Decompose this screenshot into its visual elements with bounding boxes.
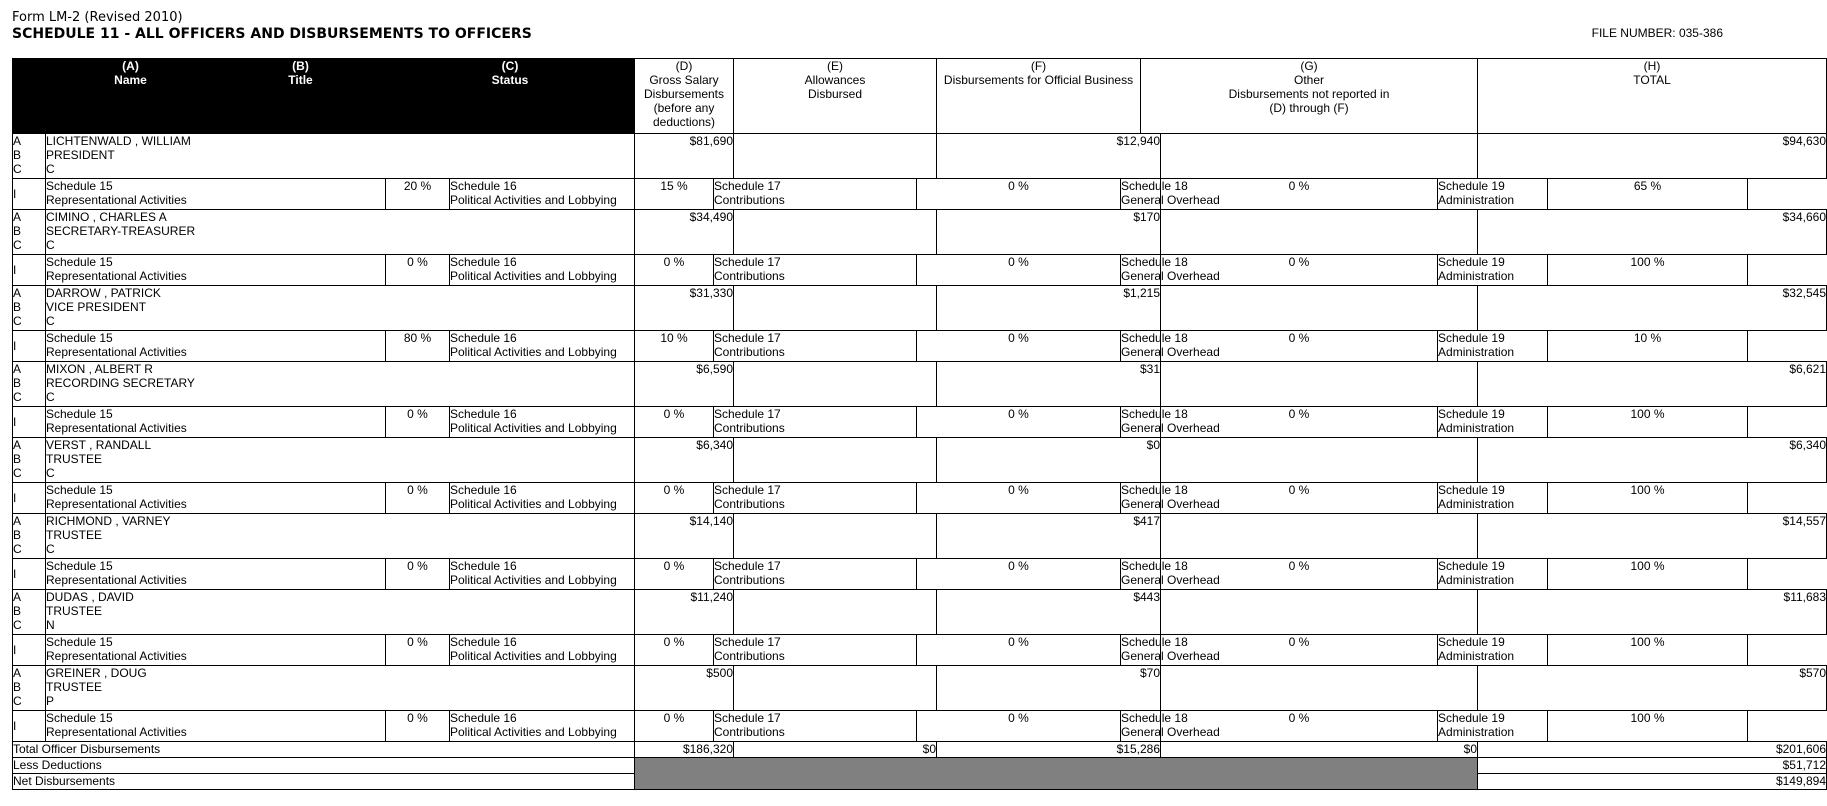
official-business: $31: [937, 362, 1161, 407]
schedule-16: Schedule 16 Political Activities and Lobbying: [450, 331, 635, 362]
header-total: (H) TOTAL: [1478, 59, 1827, 134]
officer-row: [13, 134, 1827, 179]
allowances: [734, 438, 937, 483]
schedule-19: Schedule 19 Administration: [1438, 407, 1548, 438]
allowances: [734, 286, 937, 331]
schedule-15: Schedule 15 Representational Activities: [46, 711, 386, 742]
header-status: (C) Status: [386, 59, 635, 134]
allowances: [734, 362, 937, 407]
file-number: FILE NUMBER: 035-386: [1591, 26, 1723, 40]
officer-name: VERST , RANDALL: [46, 438, 152, 452]
row-letter-i: I: [13, 711, 46, 742]
pct-schedule-19: 10 %: [1548, 331, 1748, 362]
header-row: [13, 59, 1827, 134]
officer-title: TRUSTEE: [46, 452, 103, 466]
officer-title: PRESIDENT: [46, 148, 115, 162]
pct-schedule-17: 0 %: [917, 407, 1121, 438]
officer-status: N: [46, 618, 55, 632]
pct-schedule-17: 0 %: [917, 331, 1121, 362]
less-deductions-label: Less Deductions: [13, 758, 635, 774]
allocation-row: [13, 483, 1827, 514]
officer-name: DUDAS , DAVID: [46, 590, 134, 604]
schedule-19: Schedule 19 Administration: [1438, 483, 1548, 514]
less-deductions-row: [13, 758, 1827, 774]
pct-schedule-15: 0 %: [386, 483, 450, 514]
gross-salary: $81,690: [635, 134, 734, 179]
officer-status: C: [46, 162, 55, 176]
total-official-business: $15,286: [937, 742, 1161, 758]
schedule-18: Schedule 18 General Overhead: [1121, 559, 1161, 590]
pct-schedule-16: 0 %: [635, 559, 714, 590]
schedule-16: Schedule 16 Political Activities and Lobbying: [450, 559, 635, 590]
pct-schedule-17: 0 %: [917, 559, 1121, 590]
schedule-16: Schedule 16 Political Activities and Lobbying: [450, 635, 635, 666]
schedule-18: Schedule 18 General Overhead: [1121, 179, 1161, 210]
row-letters: A B C: [13, 134, 46, 179]
schedule-19: Schedule 19 Administration: [1438, 179, 1548, 210]
officer-title: RECORDING SECRETARY: [46, 376, 195, 390]
total-other: $0: [1161, 742, 1478, 758]
pct-schedule-15: 80 %: [386, 331, 450, 362]
allowances: [734, 590, 937, 635]
officer-row: [13, 362, 1827, 407]
pct-schedule-15: 20 %: [386, 179, 450, 210]
officer-total: $6,621: [1478, 362, 1827, 407]
officer-title: TRUSTEE: [46, 528, 103, 542]
officer-row: [13, 514, 1827, 559]
allocation-row: [13, 407, 1827, 438]
officer-row: [13, 286, 1827, 331]
allowances: [734, 134, 937, 179]
pct-schedule-16: 10 %: [635, 331, 714, 362]
official-business: $70: [937, 666, 1161, 711]
allowances: [734, 514, 937, 559]
row-letter-i: I: [13, 179, 46, 210]
schedule-19: Schedule 19 Administration: [1438, 559, 1548, 590]
allocation-row: [13, 635, 1827, 666]
other-disbursements: [1161, 666, 1478, 711]
pct-schedule-17: 0 %: [917, 255, 1121, 286]
schedule-18: Schedule 18 General Overhead: [1121, 483, 1161, 514]
officer-name: GREINER , DOUG: [46, 666, 147, 680]
schedule-16: Schedule 16 Political Activities and Lobbying: [450, 711, 635, 742]
pct-schedule-19: 100 %: [1548, 407, 1748, 438]
row-letter-i: I: [13, 559, 46, 590]
other-disbursements: [1161, 286, 1478, 331]
allocation-row: [13, 559, 1827, 590]
pct-schedule-17: 0 %: [917, 635, 1121, 666]
official-business: $1,215: [937, 286, 1161, 331]
total-label: Total Officer Disbursements: [13, 742, 635, 758]
row-letters: A B C: [13, 362, 46, 407]
header-allowances: (E) Allowances Disbursed: [734, 59, 937, 134]
officers-form: [12, 58, 1827, 790]
pct-schedule-18: 0 %: [1161, 255, 1438, 286]
officer-status: C: [46, 314, 55, 328]
schedule-19: Schedule 19 Administration: [1438, 331, 1548, 362]
officer-total: $94,630: [1478, 134, 1827, 179]
officer-info: [46, 362, 635, 407]
pct-schedule-16: 0 %: [635, 407, 714, 438]
row-letters: A B C: [13, 286, 46, 331]
pct-schedule-19: 100 %: [1548, 635, 1748, 666]
officer-info: [46, 134, 635, 179]
schedule-18: Schedule 18 General Overhead: [1121, 711, 1161, 742]
row-letter-i: I: [13, 635, 46, 666]
row-letters: A B C: [13, 438, 46, 483]
schedule-16: Schedule 16 Political Activities and Lobbying: [450, 255, 635, 286]
schedule-17: Schedule 17 Contributions: [714, 635, 917, 666]
officer-row: [13, 210, 1827, 255]
schedule-19: Schedule 19 Administration: [1438, 255, 1548, 286]
schedule-17: Schedule 17 Contributions: [714, 407, 917, 438]
header-blank: [13, 59, 46, 134]
pct-schedule-17: 0 %: [917, 483, 1121, 514]
officer-status: C: [46, 542, 55, 556]
row-letter-i: I: [13, 255, 46, 286]
schedule-15: Schedule 15 Representational Activities: [46, 255, 386, 286]
allocation-row: [13, 255, 1827, 286]
header-title: (B) Title: [216, 59, 386, 134]
schedule-17: Schedule 17 Contributions: [714, 331, 917, 362]
pct-schedule-15: 0 %: [386, 635, 450, 666]
pct-schedule-15: 0 %: [386, 255, 450, 286]
officer-status: C: [46, 390, 55, 404]
officer-rows: [13, 134, 1827, 742]
schedule-15: Schedule 15 Representational Activities: [46, 407, 386, 438]
allocation-row: [13, 179, 1827, 210]
allocation-row: [13, 711, 1827, 742]
pct-schedule-15: 0 %: [386, 711, 450, 742]
other-disbursements: [1161, 514, 1478, 559]
header-other: (G) Other Disbursements not reported in (D) through (F): [1141, 59, 1478, 134]
schedule-17: Schedule 17 Contributions: [714, 483, 917, 514]
less-deductions-value: $51,712: [1478, 758, 1827, 774]
schedule-title: SCHEDULE 11 - ALL OFFICERS AND DISBURSEMENTS TO OFFICERS: [12, 26, 532, 42]
officer-status: C: [46, 238, 55, 252]
schedule-18: Schedule 18 General Overhead: [1121, 407, 1161, 438]
total-row: [13, 742, 1827, 758]
pct-schedule-17: 0 %: [917, 711, 1121, 742]
other-disbursements: [1161, 210, 1478, 255]
pct-schedule-15: 0 %: [386, 559, 450, 590]
other-disbursements: [1161, 590, 1478, 635]
officer-status: C: [46, 466, 55, 480]
schedule-19: Schedule 19 Administration: [1438, 711, 1548, 742]
total-grand: $201,606: [1478, 742, 1827, 758]
allowances: [734, 210, 937, 255]
pct-schedule-19: 100 %: [1548, 483, 1748, 514]
officer-name: MIXON , ALBERT R: [46, 362, 153, 376]
pct-schedule-18: 0 %: [1161, 559, 1438, 590]
schedule-15: Schedule 15 Representational Activities: [46, 559, 386, 590]
officer-name: DARROW , PATRICK: [46, 286, 161, 300]
net-disbursements-label: Net Disbursements: [13, 774, 635, 790]
official-business: $0: [937, 438, 1161, 483]
gross-salary: $6,340: [635, 438, 734, 483]
schedule-15: Schedule 15 Representational Activities: [46, 331, 386, 362]
header-official-business: (F) Disbursements for Official Business: [937, 59, 1141, 134]
row-letter-i: I: [13, 331, 46, 362]
officer-name: RICHMOND , VARNEY: [46, 514, 171, 528]
header-name: (A) Name: [46, 59, 216, 134]
gross-salary: $500: [635, 666, 734, 711]
schedule-16: Schedule 16 Political Activities and Lobbying: [450, 483, 635, 514]
total-allowances: $0: [734, 742, 937, 758]
officer-name: CIMINO , CHARLES A: [46, 210, 167, 224]
schedule-16: Schedule 16 Political Activities and Lobbying: [450, 179, 635, 210]
schedule-15: Schedule 15 Representational Activities: [46, 635, 386, 666]
schedule-17: Schedule 17 Contributions: [714, 711, 917, 742]
gross-salary: $34,490: [635, 210, 734, 255]
allocation-row: [13, 331, 1827, 362]
pct-schedule-17: 0 %: [917, 179, 1121, 210]
gross-salary: $31,330: [635, 286, 734, 331]
pct-schedule-19: 100 %: [1548, 711, 1748, 742]
officer-info: [46, 286, 635, 331]
schedule-16: Schedule 16 Political Activities and Lobbying: [450, 407, 635, 438]
row-letters: A B C: [13, 590, 46, 635]
officer-total: $6,340: [1478, 438, 1827, 483]
official-business: $417: [937, 514, 1161, 559]
pct-schedule-18: 0 %: [1161, 483, 1438, 514]
row-letter-i: I: [13, 483, 46, 514]
officer-info: [46, 514, 635, 559]
official-business: $170: [937, 210, 1161, 255]
pct-schedule-18: 0 %: [1161, 331, 1438, 362]
gross-salary: $11,240: [635, 590, 734, 635]
schedule-18: Schedule 18 General Overhead: [1121, 635, 1161, 666]
header-gross-salary: (D) Gross Salary Disbursements (before any deductions): [635, 59, 734, 134]
other-disbursements: [1161, 438, 1478, 483]
form-label: Form LM-2 (Revised 2010): [12, 10, 183, 25]
pct-schedule-16: 0 %: [635, 483, 714, 514]
other-disbursements: [1161, 362, 1478, 407]
schedule-18: Schedule 18 General Overhead: [1121, 331, 1161, 362]
other-disbursements: [1161, 134, 1478, 179]
pct-schedule-18: 0 %: [1161, 711, 1438, 742]
row-letters: A B C: [13, 210, 46, 255]
pct-schedule-19: 100 %: [1548, 255, 1748, 286]
pct-schedule-16: 15 %: [635, 179, 714, 210]
schedule-17: Schedule 17 Contributions: [714, 179, 917, 210]
officer-title: SECRETARY-TREASURER: [46, 224, 196, 238]
gross-salary: $14,140: [635, 514, 734, 559]
net-disbursements-value: $149,894: [1478, 774, 1827, 790]
schedule-15: Schedule 15 Representational Activities: [46, 483, 386, 514]
shaded-area: [635, 758, 1478, 790]
officer-info: [46, 666, 635, 711]
official-business: $443: [937, 590, 1161, 635]
schedule-18: Schedule 18 General Overhead: [1121, 255, 1161, 286]
officer-row: [13, 666, 1827, 711]
pct-schedule-18: 0 %: [1161, 635, 1438, 666]
officer-status: P: [46, 694, 55, 708]
officer-title: VICE PRESIDENT: [46, 300, 147, 314]
row-letter-i: I: [13, 407, 46, 438]
schedule-17: Schedule 17 Contributions: [714, 559, 917, 590]
pct-schedule-16: 0 %: [635, 711, 714, 742]
pct-schedule-16: 0 %: [635, 255, 714, 286]
officer-total: $570: [1478, 666, 1827, 711]
schedule-15: Schedule 15 Representational Activities: [46, 179, 386, 210]
schedule-19: Schedule 19 Administration: [1438, 635, 1548, 666]
allowances: [734, 666, 937, 711]
pct-schedule-15: 0 %: [386, 407, 450, 438]
officer-title: TRUSTEE: [46, 680, 103, 694]
total-gross-salary: $186,320: [635, 742, 734, 758]
pct-schedule-16: 0 %: [635, 635, 714, 666]
officer-name: LICHTENWALD , WILLIAM: [46, 134, 191, 148]
pct-schedule-18: 0 %: [1161, 407, 1438, 438]
officer-total: $32,545: [1478, 286, 1827, 331]
officer-row: [13, 590, 1827, 635]
pct-schedule-19: 65 %: [1548, 179, 1748, 210]
officer-total: $34,660: [1478, 210, 1827, 255]
officer-info: [46, 590, 635, 635]
officer-total: $11,683: [1478, 590, 1827, 635]
row-letters: A B C: [13, 514, 46, 559]
pct-schedule-18: 0 %: [1161, 179, 1438, 210]
officer-total: $14,557: [1478, 514, 1827, 559]
schedule-17: Schedule 17 Contributions: [714, 255, 917, 286]
officer-info: [46, 210, 635, 255]
pct-schedule-19: 100 %: [1548, 559, 1748, 590]
row-letters: A B C: [13, 666, 46, 711]
official-business: $12,940: [937, 134, 1161, 179]
officers-table: [12, 58, 1827, 790]
officer-title: TRUSTEE: [46, 604, 103, 618]
officer-row: [13, 438, 1827, 483]
officer-info: [46, 438, 635, 483]
gross-salary: $6,590: [635, 362, 734, 407]
